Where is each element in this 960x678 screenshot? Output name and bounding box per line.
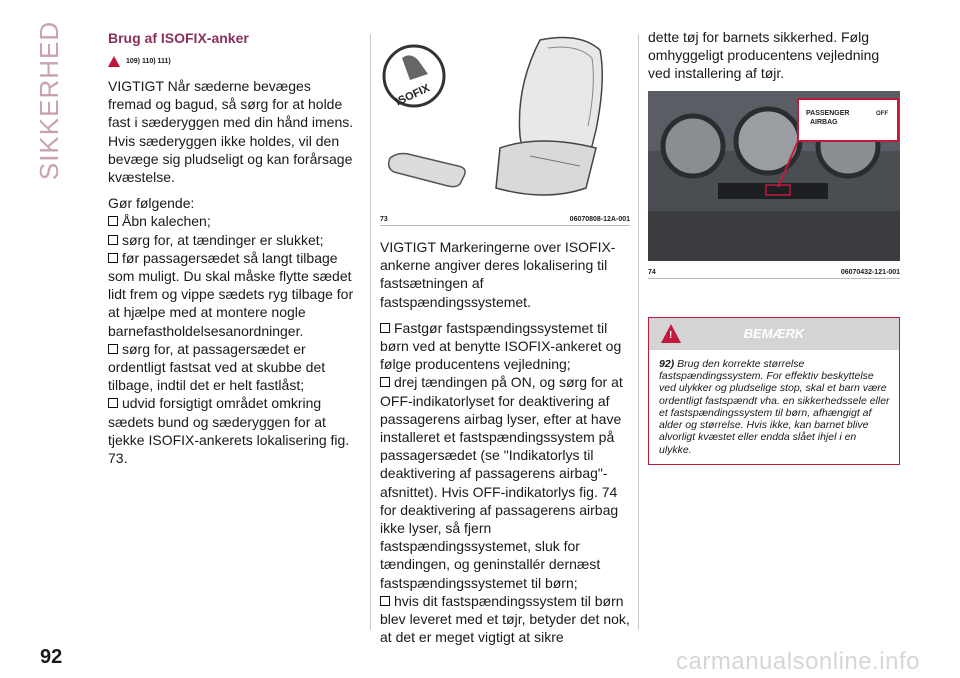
column-left [108,28,358,467]
chapter-tab [30,20,70,180]
figure-number: 73 [380,216,388,223]
chapter-title: SIKKERHED [34,20,65,180]
watermark: carmanualsonline.info [676,648,920,675]
checkbox-bullet-icon [108,216,118,226]
list-item: sørg for, at passagersædet er ordentligt fastsat ved at skubbe det tilbage, indtil det er helt fastlåst; [108,340,326,394]
column-middle [380,28,630,646]
checkbox-bullet-icon [380,323,390,333]
isofix-logo-text: ISOFIX [393,82,432,109]
figure-74 [648,91,900,279]
list-item: udvid forsigtigt området omkring sædets bund og sæderyggen for at tjekke ISOFIX-ankerets lokalisering fig. 73. [108,395,350,467]
note-box [648,317,900,465]
list-item: hvis dit fastspændingssystem til børn blev leveret med et tøjr, betyder det nok, at det er meget vigtigt at sikre [380,592,630,646]
list-item: sørg for, at tændinger er slukket; [108,231,358,249]
dashboard-photo [648,91,900,261]
figure-code: 06070432-121-001 [840,268,900,276]
section-heading: Brug af ISOFIX-anker [108,30,249,46]
paragraph: dette tøj for barnets sikkerhed. Følg omhyggeligt producentens vejledning ved installering af tøjr. [648,29,880,82]
warning-refs [108,56,358,67]
note-text: Brug den korrekte størrelse fastspændingssystem. For effektiv beskyttelse ved ulykker og pludselige stop, skal et barn være ordentligt fastspændt vha. en sikkerhedssele eller et fastspændingssystem til børn, afhængigt af alder og størrelse. Hvis ikke, kan barnet blive alvorligt kvæstet eller endda slået ihjel i en ulykke. [659,357,890,456]
note-title: BEMÆRK [743,326,805,342]
note-body [649,350,899,464]
column-right [648,28,900,465]
page-number: 92 [40,646,63,668]
fig74-label-airbag: AIRBAG [810,118,838,126]
figure-number: 74 [648,268,656,276]
list-item: Fastgør fastspændingssystemet til børn ved at benytte ISOFIX-ankeret og følge producentens vejledning; [380,319,622,373]
checkbox-bullet-icon [380,377,390,387]
list-item: Åbn kalechen; [108,212,358,230]
warning-ref-numbers: 109) 110) 111) [126,58,171,65]
isofix-seat-illustration [380,28,630,208]
checkbox-bullet-icon [108,398,118,408]
paragraph: VIGTIGT Markeringerne over ISOFIX-ankerne angiver deres lokalisering til fastsætningen af fastspændingssystemet. [380,239,616,310]
warning-icon [108,56,120,67]
fig74-label-passenger: PASSENGER [806,109,850,117]
list-item: drej tændingen på ON, og sørg for at OFF-indikatorlyset for deaktivering af passagerens airbag lyser, efter at have installeret et fastspændingssystem på passagersædet (se "Indikatorlys til deaktivering af passagerens airbag"-afsnittet). Hvis OFF-indikatorlys fig. 74 for deaktivering af passagerens airbag ikke lyser, så fjern fastspændingssystemet, sluk for tændingen, og geninstallér dernæst fastspændingssystemet til børn; [380,374,623,591]
note-number: 92) [659,357,675,370]
paragraph: Gør følgende: [108,195,195,212]
figure-code: 06070808-12A-001 [569,216,630,223]
paragraph: VIGTIGT Når sæderne bevæges fremad og bagud, så sørg for at holde fast i sæderyggen med din hånd imens. Hvis sæderyggen ikke holdes, vil den bevæge sig pludseligt og kan forårsage kvæstelse. [108,78,354,186]
checkbox-bullet-icon [108,344,118,354]
column-divider [370,34,371,630]
fig74-label-off: OFF [876,110,888,117]
figure-caption [380,216,630,226]
column-divider [638,34,639,630]
note-header: ! BEMÆRK [649,318,899,350]
checkbox-bullet-icon [380,596,390,606]
checkbox-bullet-icon [108,235,118,245]
figure-caption [648,269,900,279]
checkbox-bullet-icon [108,253,118,263]
figure-73 [380,28,630,226]
list-item: før passagersædet så langt tilbage som muligt. Du skal måske flytte sædet lidt frem og vippe sædets ryg tilbage for at hjælpe med at montere nogle barnefastholdelsesanordninger. [108,249,354,339]
